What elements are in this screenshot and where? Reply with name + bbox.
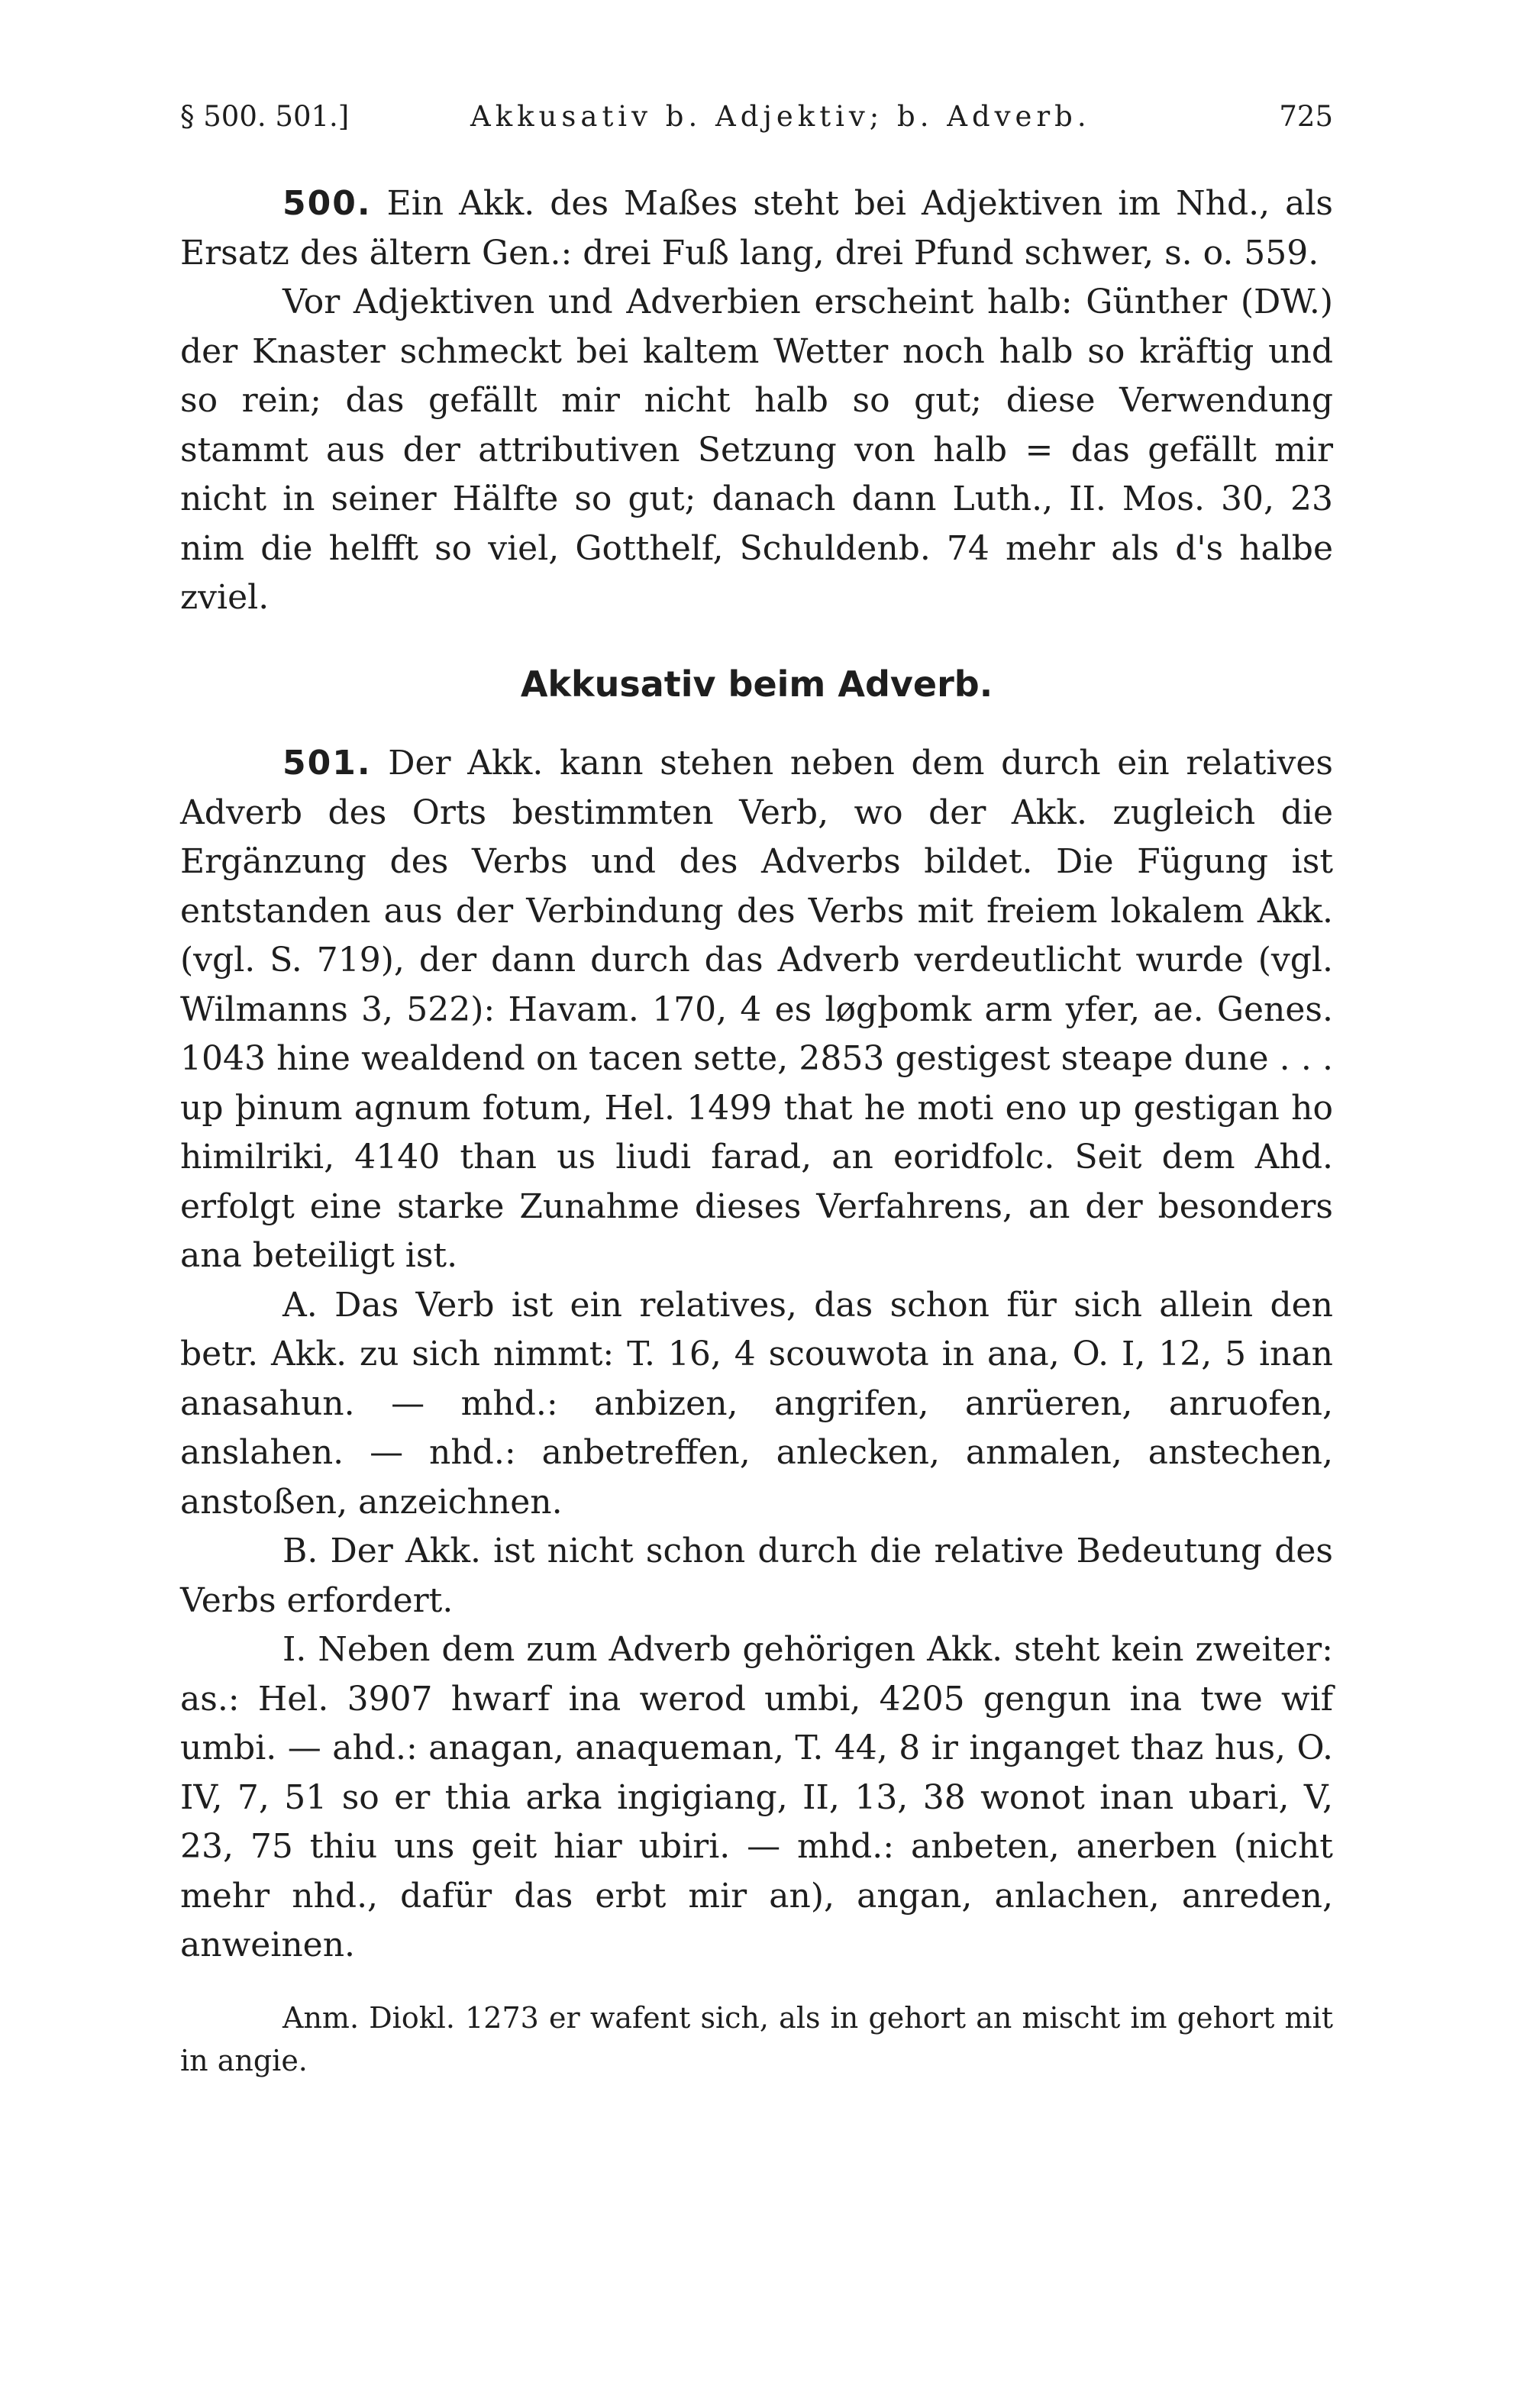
paragraph-500-1 bbox=[180, 179, 1333, 278]
running-title: Akkusativ b. Adjektiv; b. Adverb. bbox=[470, 100, 1091, 133]
paragraph-501-1-text: Der Akk. kann stehen neben dem durch ein relatives Adverb des Orts bestimmten Verb, wo der Akk. zugleich die Ergänzung des Verbs und des Adverbs bildet. Die Fügung ist entstanden aus der Verbindung des Verbs mit freiem lokalem Akk. (vgl. S. 719), der dann durch das Adverb verdeutlicht wurde (vgl. Wilmanns 3, 522): Havam. 170, 4 es løgþomk arm yfer, ae. Genes. 1043 hine wealdend on tacen sette, 2853 gestigest steape dune . . . up þinum agnum fotum, Hel. 1499 that he moti eno up gestigan ho himilriki, 4140 than us liudi farad, an eoridfolc. Seit dem Ahd. erfolgt eine starke Zunahme dieses Verfahrens, an der besonders ana beteiligt ist. bbox=[180, 744, 1333, 1275]
annotation-note: Anm. Diokl. 1273 er wafent sich, als in gehort an mischt im gehort mit in angie. bbox=[180, 2000, 1333, 2077]
paragraph-500-1-text: Ein Akk. des Maßes steht bei Adjektiven im Nhd., als Ersatz des ältern Gen.: drei Fuß lang, drei Pfund schwer, s. o. 559. bbox=[180, 184, 1333, 273]
section-range: § 500. 501.] bbox=[180, 100, 350, 133]
page-number: 725 bbox=[1279, 100, 1333, 133]
page-body bbox=[180, 179, 1333, 2082]
paragraph-501-1 bbox=[180, 739, 1333, 1281]
paragraph-501-i: I. Neben dem zum Adverb gehörigen Akk. steht kein zweiter: as.: Hel. 3907 hwarf ina werod umbi, 4205 gengun ina twe wif umbi. — ahd.: anagan, anaqueman, T. 44, 8 ir inganget thaz hus, O. IV, 7, 51 so er thia arka ingigiang, II, 13, 38 wonot inan ubari, V, 23, 75 thiu uns geit hiar ubiri. — mhd.: anbeten, anerben (nicht mehr nhd., dafür das erbt mir an), angan, anlachen, anreden, anweinen. bbox=[180, 1630, 1333, 1964]
section-number-500: 500. bbox=[282, 184, 372, 223]
section-heading: Akkusativ beim Adverb. bbox=[520, 663, 993, 705]
paragraph-500-2: Vor Adjektiven und Adverbien erscheint halb: Günther (DW.) der Knaster schmeckt bei kaltem Wetter noch halb so kräftig und so rein; das gefällt mir nicht halb so gut; diese Verwendung stammt aus der attributiven Setzung von halb = das gefällt mir nicht in seiner Hälfte so gut; danach dann Luth., II. Mos. 30, 23 nim die helfft so viel, Gotthelf, Schuldenb. 74 mehr als d's halbe zviel. bbox=[180, 282, 1333, 617]
paragraph-501-b: B. Der Akk. ist nicht schon durch die relative Bedeutung des Verbs erfordert. bbox=[180, 1532, 1333, 1620]
section-number-501: 501. bbox=[282, 744, 372, 783]
paragraph-501-a: A. Das Verb ist ein relatives, das schon für sich allein den betr. Akk. zu sich nimmt: T. 16, 4 scouwota in ana, O. I, 12, 5 inan anasahun. — mhd.: anbizen, angrifen, anrüeren, anruofen, anslahen. — nhd.: anbetreffen, anlecken, anmalen, anstechen, anstoßen, anzeichnen. bbox=[180, 1285, 1333, 1522]
